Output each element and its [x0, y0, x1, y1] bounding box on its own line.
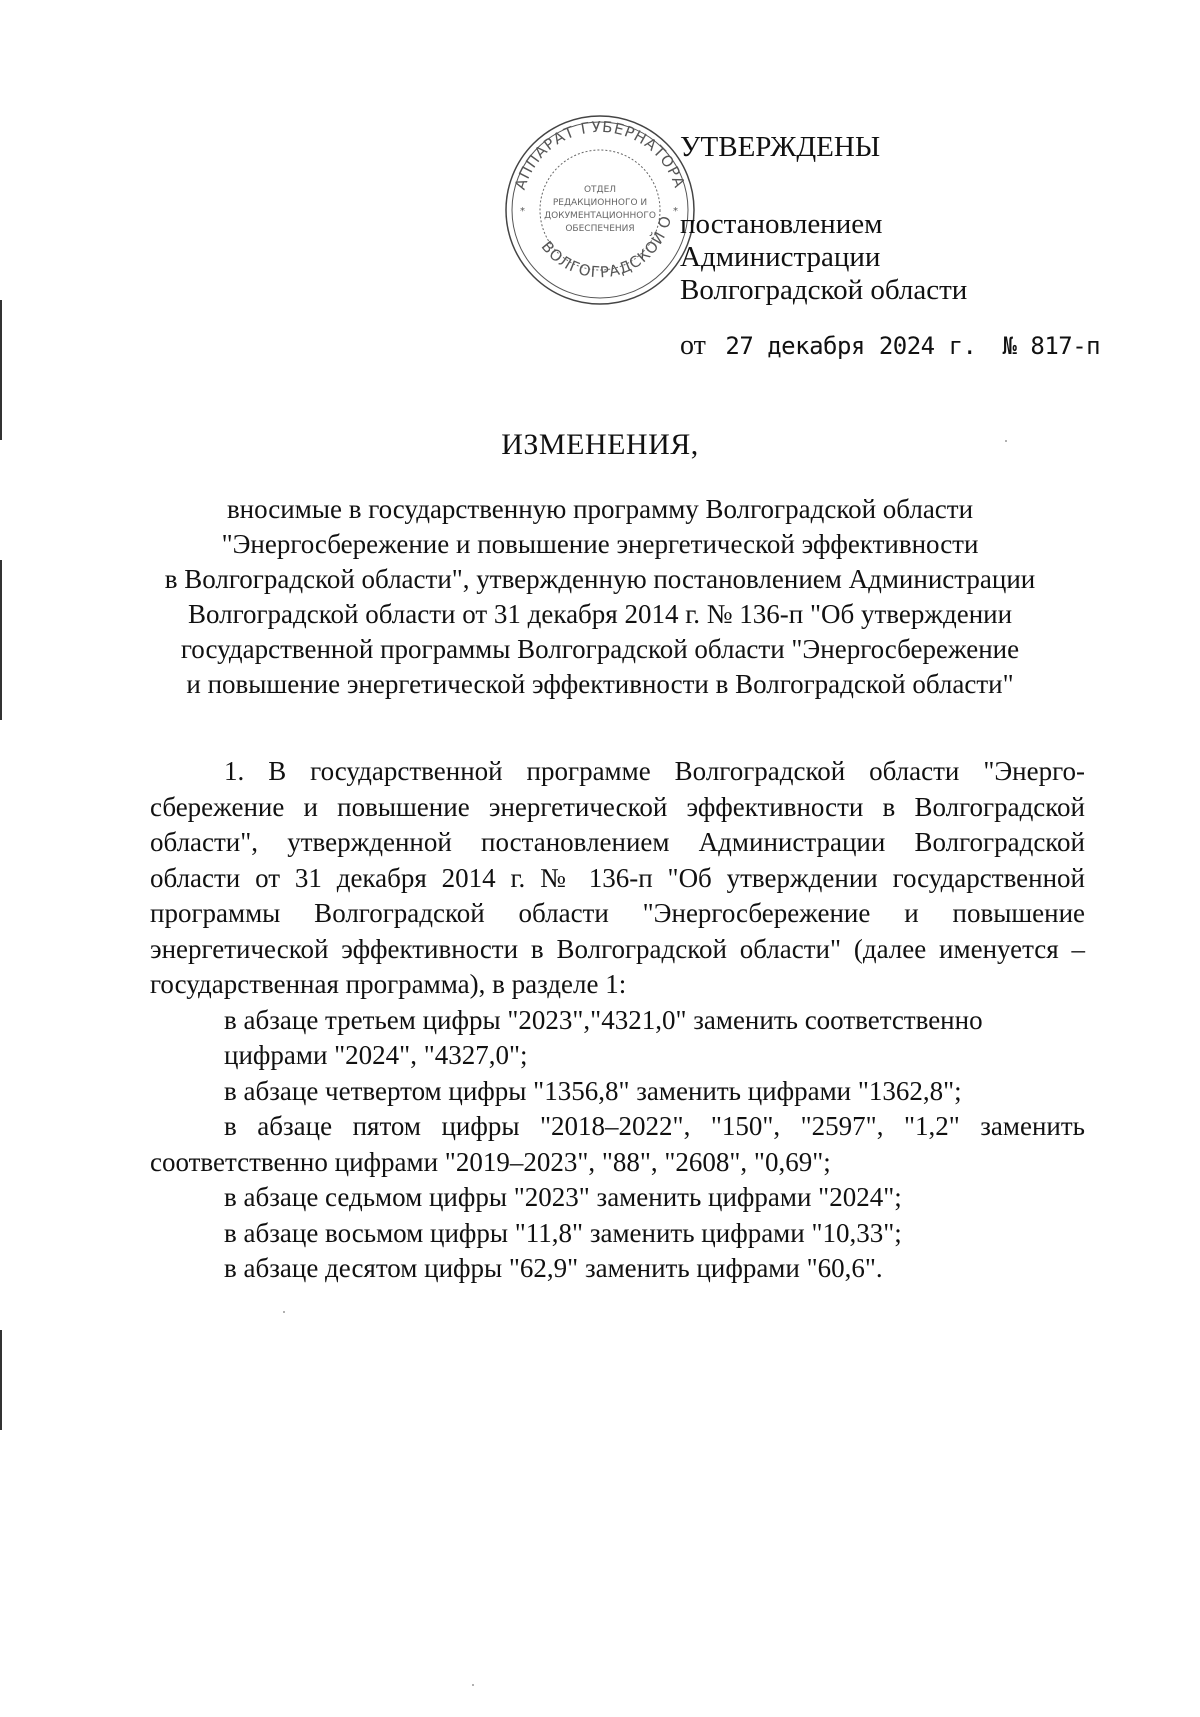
scan-speck — [1005, 440, 1007, 442]
body-item-4: в абзаце седьмом цифры "2023" заменить цифрами "2024"; — [224, 1182, 902, 1212]
body-item-1-line-1: в абзаце третьем цифры "2023","4321,0" заменить соответственно — [224, 1004, 983, 1035]
official-stamp — [500, 110, 700, 310]
document-date: 27 декабря 2024 г. — [725, 332, 977, 360]
svg-text:ОТДЕЛ: ОТДЕЛ — [583, 185, 617, 195]
subtitle-line: вносимые в государственную программу Волгоградской области — [226, 494, 974, 524]
body-item-1-line-2: цифрами "2024", "4327,0"; — [224, 1040, 528, 1070]
svg-text:*: * — [520, 206, 525, 217]
body-item-2: в абзаце четвертом цифры "1356,8" заменить цифрами "1362,8"; — [224, 1075, 962, 1106]
scan-edge-mark — [0, 560, 2, 720]
svg-text:АППАРАТ ГУБЕРНАТОРА: АППАРАТ ГУБЕРНАТОРА — [510, 117, 689, 192]
svg-text:ДОКУМЕНТАЦИОННОГО: ДОКУМЕНТАЦИОННОГО — [544, 211, 656, 221]
document-title: ИЗМЕНЕНИЯ, — [501, 428, 699, 461]
body-item-6: в абзаце десятом цифры "62,9" заменить цифрами "60,6". — [224, 1253, 883, 1283]
date-number-line — [680, 330, 1100, 362]
body-item-5: в абзаце восьмом цифры "11,8" заменить цифрами "10,33"; — [224, 1217, 902, 1248]
date-prefix: от — [680, 330, 706, 361]
approval-line-3: Волгоградской области — [680, 274, 968, 306]
svg-text:ОБЕСПЕЧЕНИЯ: ОБЕСПЕЧЕНИЯ — [565, 224, 635, 234]
approval-line-1: постановлением — [680, 208, 883, 240]
scan-edge-mark — [0, 300, 2, 440]
svg-text:*: * — [673, 206, 678, 217]
body-paragraph-1: 1. В государственной программе Волгоградской области "Энерго-сбережение и повышение энергетической эффективности в Волгоградской области", утвержденной постановлением Администрации Волгоградской области от 31 декабря 2014 г. № 136-п "Об утверждении государственной программы Волгоградской области "Энергосбережение и повышение энергетической эффективности в Волгоградской области" (далее именуется – государственная программа), в разделе 1: — [150, 756, 1085, 999]
approval-heading: УТВЕРЖДЕНЫ — [680, 131, 881, 163]
scan-speck — [472, 1684, 474, 1686]
approval-line-2: Администрации — [680, 241, 881, 273]
document-body — [150, 754, 1085, 1287]
scan-edge-mark — [0, 1330, 2, 1430]
svg-text:РЕДАКЦИОННОГО И: РЕДАКЦИОННОГО И — [552, 198, 648, 208]
subtitle-line: в Волгоградской области", утвержденную постановлением Администрации — [164, 564, 1036, 594]
document-subtitle — [150, 492, 1050, 702]
svg-text:ВОЛГОГРАДСКОЙ ОБЛАСТИ: ВОЛГОГРАДСКОЙ О — [537, 213, 676, 282]
body-item-3-line-1: в абзаце пятом цифры "2018–2022", "150", "2597", "1,2" заменить — [224, 1111, 1085, 1141]
scan-speck — [283, 1311, 285, 1313]
body-item-3-line-2: соответственно цифрами "2019–2023", "88", "2608", "0,69"; — [150, 1146, 831, 1177]
subtitle-line: и повышение энергетической эффективности в Волгоградской области" — [186, 669, 1014, 699]
document-number: № 817-п — [1002, 332, 1101, 360]
subtitle-line: государственной программы Волгоградской области "Энергосбережение — [180, 634, 1020, 664]
subtitle-line: "Энергосбережение и повышение энергетической эффективности — [221, 529, 979, 559]
subtitle-line: Волгоградской области от 31 декабря 2014 г. № 136-п "Об утверждении — [187, 599, 1013, 629]
